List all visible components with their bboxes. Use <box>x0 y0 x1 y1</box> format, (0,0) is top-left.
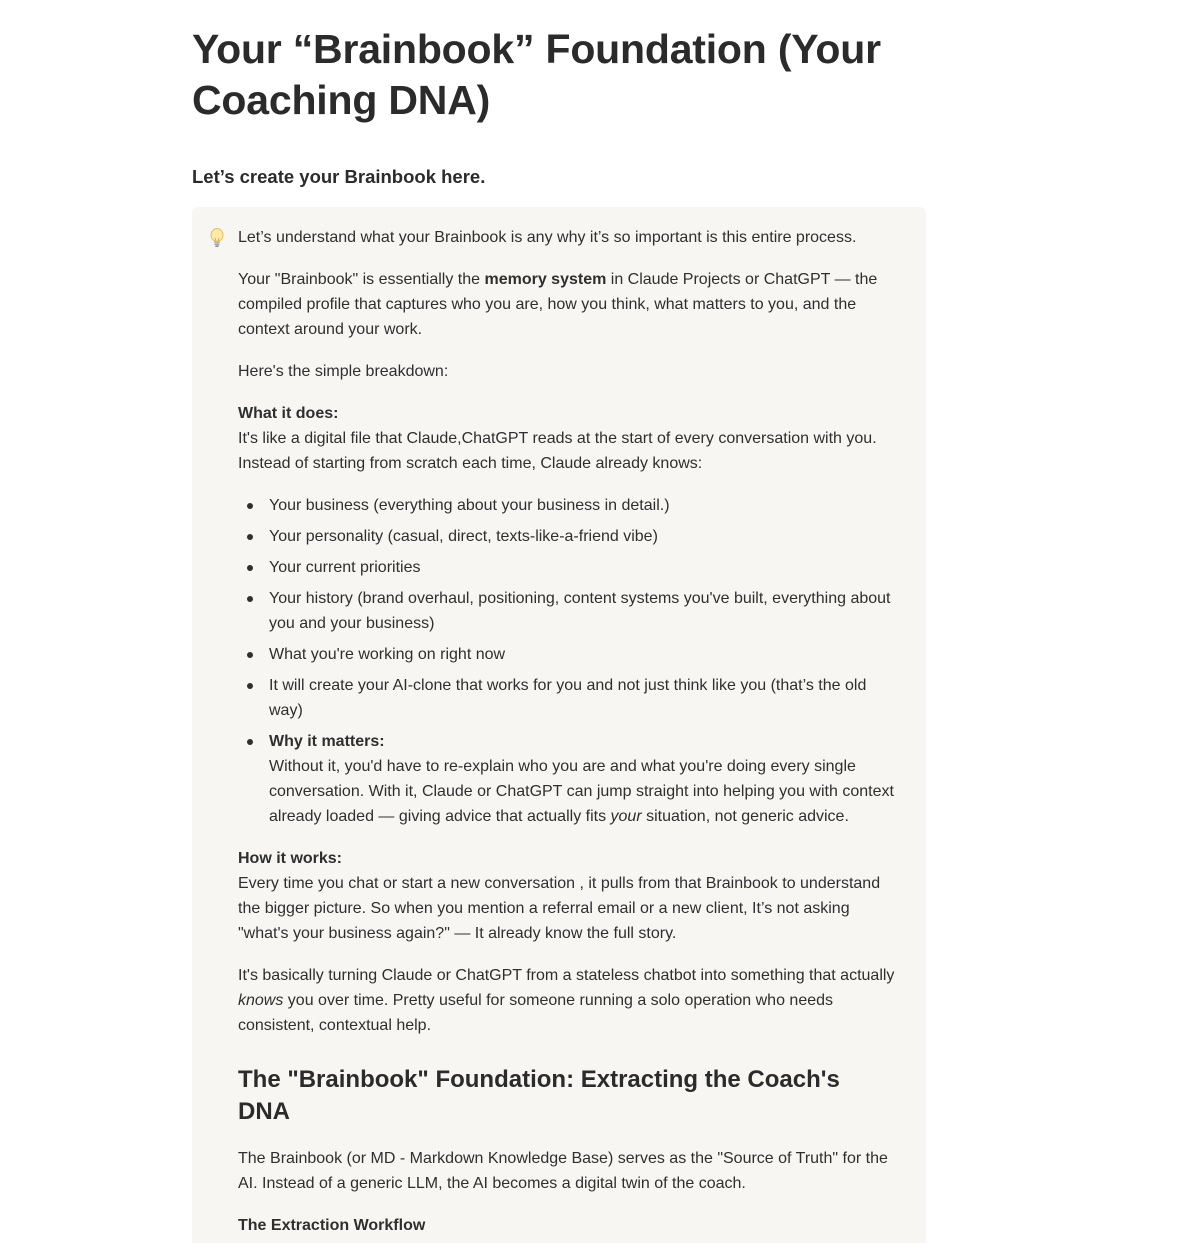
your-italic: your <box>610 808 642 825</box>
text-run: situation, not generic advice. <box>641 808 849 825</box>
knows-italic: knows <box>238 992 284 1009</box>
brainbook-definition-paragraph <box>238 267 898 342</box>
callout-intro: Let’s understand what your Brainbook is any why it’s so important is this entire process. <box>238 229 857 246</box>
callout-block <box>192 207 926 1243</box>
page-subtitle: Let’s create your Brainbook here. <box>192 166 486 187</box>
section-text: The Brainbook (or MD - Markdown Knowledge Base) serves as the "Source of Truth" for the AI. Instead of a generic LLM, the AI becomes a digital twin of the coach. <box>238 1150 888 1192</box>
lightbulb-icon <box>208 225 238 1227</box>
how-it-works-paragraph <box>238 846 898 946</box>
list-item: What you're working on right now <box>238 642 898 667</box>
list-item: It will create your AI-clone that works for you and not just think like you (that’s the old way) <box>238 673 898 723</box>
what-it-does-label: What it does: <box>238 405 339 422</box>
text-run: in Claude Projects or ChatGPT — the compiled profile that captures who you are, how you think, what matters to you, and the context around your work. <box>238 271 878 338</box>
knows-list <box>238 493 898 829</box>
section-heading: The "Brainbook" Foundation: Extracting the Coach's DNA <box>238 1066 840 1125</box>
extraction-workflow-label: The Extraction Workflow <box>238 1217 426 1234</box>
list-item: Your personality (casual, direct, texts-like-a-friend vibe) <box>238 524 898 549</box>
text-run: It's basically turning Claude or ChatGPT from a stateless chatbot into something that actually <box>238 967 895 984</box>
text-run: Without it, you'd have to re-explain who you are and what you're doing every single conversation. With it, Claude or ChatGPT can jump straight into helping you with context already loaded — giving advice that actually fits <box>269 758 894 825</box>
list-item: Your history (brand overhaul, positioning, content systems you've built, everything about you and your business) <box>238 586 898 636</box>
what-it-does-paragraph <box>238 401 898 476</box>
list-item: Your current priorities <box>238 555 898 580</box>
memory-system-bold: memory system <box>484 271 607 288</box>
basically-paragraph <box>238 963 898 1038</box>
how-it-works-label: How it works: <box>238 850 343 867</box>
breakdown-intro: Here's the simple breakdown: <box>238 363 449 380</box>
page-title: Your “Brainbook” Foundation (Your Coaching DNA) <box>192 26 881 123</box>
list-item-why-it-matters <box>238 729 898 829</box>
why-it-matters-label: Why it matters: <box>269 733 385 750</box>
text-run: Your "Brainbook" is essentially the <box>238 271 485 288</box>
list-item: Your business (everything about your business in detail.) <box>238 493 898 518</box>
how-it-works-text: Every time you chat or start a new conversation , it pulls from that Brainbook to understand the bigger picture. So when you mention a referral email or a new client, It’s not asking "what's your business again?" — It already know the full story. <box>238 875 881 942</box>
what-it-does-text: It's like a digital file that Claude,ChatGPT reads at the start of every conversation with you. Instead of starting from scratch each time, Claude already knows: <box>238 430 877 472</box>
callout-body <box>238 225 898 1234</box>
page-content <box>192 24 926 1243</box>
text-run: you over time. Pretty useful for someone running a solo operation who needs consistent, contextual help. <box>238 992 834 1034</box>
